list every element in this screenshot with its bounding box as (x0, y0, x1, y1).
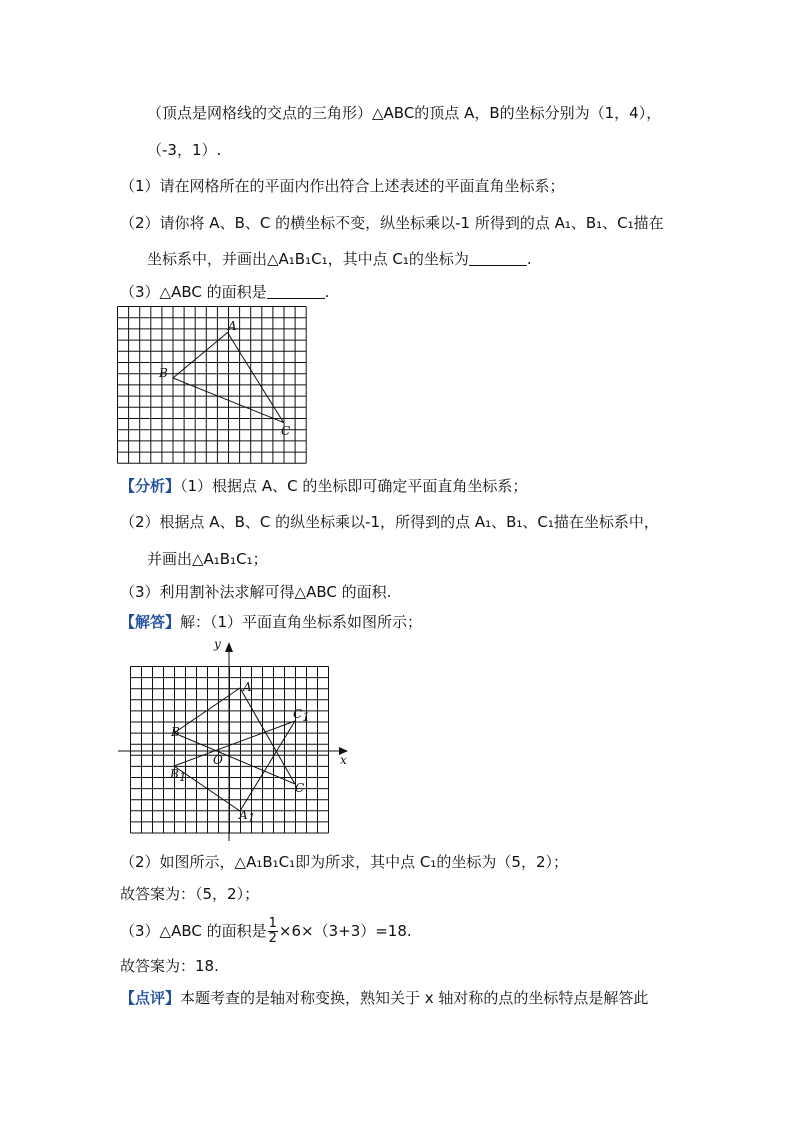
answer-line-1: （2）如图所示，△A₁B₁C₁即为所求，其中点 C₁的坐标为（5，2）； (120, 853, 568, 871)
label-y: y (214, 637, 221, 651)
answer-blank-c1 (469, 251, 527, 266)
answer-line-4: 故答案为：18. (120, 957, 219, 975)
label-c1-letter: C (293, 707, 303, 721)
label-x: x (340, 753, 347, 767)
label-a: A (243, 680, 252, 694)
answer-3-rest: ×6×（3+3）=18. (278, 922, 412, 940)
label-a: A (228, 319, 237, 333)
analysis-tag: 【分析】 (120, 477, 181, 495)
label-b1-letter: B (170, 767, 179, 781)
answer-blank-area (267, 284, 325, 299)
label-c: C (295, 781, 305, 795)
label-a1-sub: 1 (247, 811, 256, 825)
solution-text-1: 解：（1）平面直角坐标系如图所示； (180, 613, 423, 631)
answer-3-text: （3）△ABC 的面积是 (120, 922, 267, 940)
label-b1-sub: 1 (178, 770, 187, 784)
comment-tag: 【点评】 (120, 989, 181, 1007)
question-2-line-2 (147, 249, 532, 269)
label-c: C (281, 424, 291, 438)
label-b: B (171, 725, 180, 739)
label-b1 (169, 767, 186, 784)
comment-text: 本题考查的是轴对称变换，熟知关于 x 轴对称的点的坐标特点是解答此 (180, 989, 649, 1007)
problem-line-1: （顶点是网格线的交点的三角形）△ABC的顶点 A，B的坐标分别为（1，4）， (147, 104, 662, 122)
label-a1-letter: A (239, 808, 248, 822)
label-o: O (213, 753, 223, 767)
fraction-numerator: 1 (268, 916, 277, 931)
fraction-one-half (268, 917, 278, 946)
question-2-end: . (526, 250, 532, 268)
answer-line-3 (120, 916, 412, 946)
comment-line (120, 988, 648, 1008)
question-2-text: 坐标系中，并画出△A₁B₁C₁，其中点 C₁的坐标为 (147, 250, 469, 268)
grid-lines (118, 307, 307, 464)
solution-tag: 【解答】 (120, 613, 181, 631)
figure-1-grid (117, 306, 309, 466)
analysis-line-3: 并画出△A₁B₁C₁； (147, 550, 268, 568)
y-axis-arrow-icon (225, 642, 233, 652)
analysis-line-4: （3）利用割补法求解可得△ABC 的面积. (120, 583, 392, 601)
solution-line-1 (120, 612, 422, 632)
answer-line-2: 故答案为：（5，2）； (120, 885, 260, 903)
fraction-denominator: 2 (268, 931, 277, 946)
question-3-text: （3）△ABC 的面积是 (120, 283, 267, 301)
question-3 (120, 282, 329, 302)
label-b: B (159, 366, 168, 380)
question-2-line-1: （2）请你将 A、B、C 的横坐标不变，纵坐标乘以-1 所得到的点 A₁、B₁、C₁描在 (120, 214, 664, 232)
question-1: （1）请在网格所在的平面内作出符合上述表述的平面直角坐标系； (120, 177, 565, 195)
figure-2-coordinate-system (110, 636, 360, 846)
problem-line-2: （-3，1）. (147, 141, 222, 159)
analysis-text-1: （1）根据点 A、C 的坐标即可确定平面直角坐标系； (180, 477, 528, 495)
analysis-line-1 (120, 476, 527, 496)
triangle-abc (174, 688, 295, 784)
label-c1-sub: 1 (302, 710, 310, 724)
analysis-line-2: （2）根据点 A、B、C 的纵坐标乘以-1，所得到的点 A₁、B₁、C₁描在坐标系中， (120, 513, 659, 531)
question-3-end: . (324, 283, 330, 301)
